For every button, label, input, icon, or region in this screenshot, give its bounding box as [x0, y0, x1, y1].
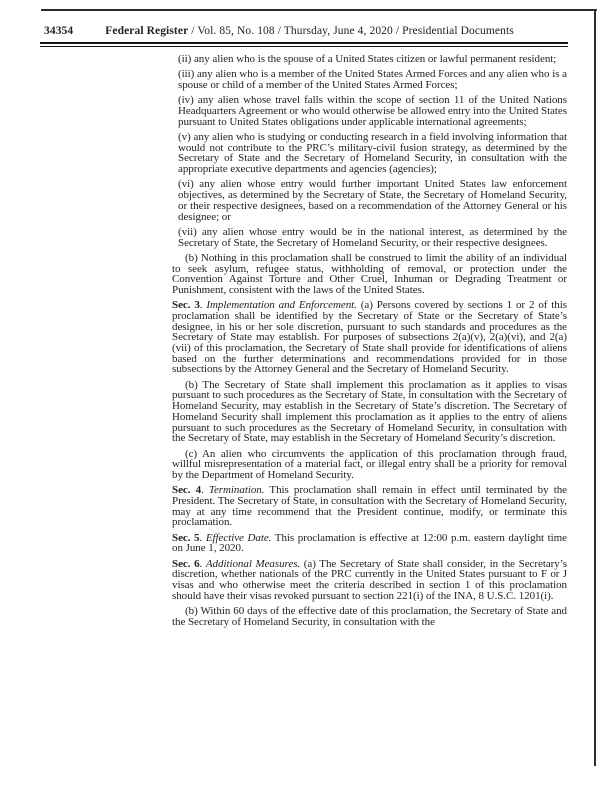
paragraph [172, 449, 567, 481]
text-segment: (iii) any alien who is a member of the United States Armed Forces and any alien who is a spouse or child of a member of the United States Armed Forces; [178, 68, 567, 91]
paragraph [172, 533, 567, 554]
paragraph [178, 132, 567, 175]
text-segment: Sec. 5 [172, 531, 200, 544]
text-segment: (c) An alien who circumvents the application of this proclamation through fraud, willful misrepresentation of a material fact, or illegal entry shall be a priority for removal by the Department of Homeland Security. [172, 447, 567, 481]
paragraph [178, 179, 567, 222]
volume-citation: / Vol. 85, No. 108 / Thursday, June 4, 2020 / Presidential Documents [188, 25, 514, 37]
text-segment: (vi) any alien whose entry would further important United States law enforcement objectives, as determined by the Secretary of State, the Secretary of Homeland Security, or their respective designees, based on a recommendation of the Attorney General or his designee; or [178, 178, 567, 223]
text-segment: Sec. 6 [172, 557, 200, 570]
paragraph [172, 380, 567, 444]
running-head [44, 25, 584, 37]
paragraph [172, 300, 567, 375]
text-segment: (vii) any alien whose entry would be in the national interest, as determined by the Secretary of State, the Secretary of Homeland Security, or their respective designees. [178, 225, 567, 249]
text-segment: Termination. [208, 484, 265, 497]
document-body [172, 54, 567, 632]
paragraph [172, 485, 567, 528]
publication-title: Federal Register [105, 25, 189, 37]
paragraph [172, 559, 567, 602]
text-segment: This proclamation is effective at 12:00 p.m. eastern daylight time on June 1, 2020. [172, 531, 568, 555]
page-top-rule [41, 9, 597, 11]
paragraph [172, 606, 567, 627]
text-segment: Sec. 3 [172, 299, 200, 312]
paragraph [178, 227, 567, 248]
text-segment: (v) any alien who is studying or conducting research in a field involving information that would not contribute to the PRC’s military-civil fusion strategy, as determined by the Secretary of State and the Secretary of Homeland Security, in consultation with the appropriate executive departments and agencies (agencies); [178, 131, 567, 176]
text-segment: Sec. 4 [172, 484, 202, 497]
text-segment: (b) Within 60 days of the effective date of this proclamation, the Secretary of State and the Secretary of Homeland Security, in consultation with the [172, 605, 567, 628]
text-segment: . [199, 557, 206, 570]
text-segment: . [199, 531, 206, 544]
text-segment: This proclamation shall remain in effect until terminated by the President. The Secretary of State, in consultation with the Secretary of Homeland Security, may at any time recommend that the President continue, modify, or terminate this proclamation. [172, 484, 568, 529]
page-right-rule [594, 9, 596, 766]
text-segment: Additional Measures. [205, 557, 301, 570]
text-segment: (b) Nothing in this proclamation shall be construed to limit the ability of an individual to seek asylum, refugee status, withholding of removal, or protection under the Convention Against Torture and Other Cruel, Inhuman or Degrading Treatment or Punishment, consistent with the laws of the United States. [172, 251, 567, 296]
text-segment: (ii) any alien who is the spouse of a United States citizen or lawful permanent resident; [178, 53, 557, 65]
text-segment: (iv) any alien whose travel falls within the scope of section 11 of the United Nations Headquarters Agreement or who would otherwise be allowed entry into the United States pursuant to United States obligations under applicable international agreements; [178, 94, 567, 128]
text-segment: (b) The Secretary of State shall implement this proclamation as it applies to visas pursuant to such procedures as the Secretary of State, in consultation with the Secretary of Homeland Security, may establish in the Secretary of State’s discretion. The Secretary of Homeland Security shall implement this proclamation as it applies to the entry of aliens pursuant to such procedures as the Secretary of Homeland Security, in consultation with the Secretary of State, may establish in the Secretary of Homeland Security’s discretion. [172, 378, 567, 445]
paragraph [178, 54, 567, 65]
text-segment: Effective Date. [205, 531, 272, 544]
text-segment: . [199, 299, 207, 312]
paragraph [178, 69, 567, 90]
header-double-rule [40, 42, 568, 47]
text-segment: . [201, 484, 209, 497]
page-number: 34354 [44, 25, 74, 37]
text-segment: Implementation and Enforcement. [206, 299, 357, 312]
text-segment: (a) Persons covered by sections 1 or 2 of this proclamation shall be identified by the Secretary of State or the Secretary of State’s designee, in his or her sole discretion, pursuant to such standards and procedures as the Secretary of State may establish. For purposes of subsections 2(a)(v), 2(a)(vi), and 2(a)(vii) of this proclamation, the Secretary of State shall provide for identifications of aliens based on the further determinations and recommendations provided for in those subsections by the Attorney General and the Secretary of Homeland Security. [172, 299, 567, 376]
paragraph [172, 253, 567, 296]
paragraph [178, 95, 567, 127]
text-segment: (a) The Secretary of State shall consider, in the Secretary’s discretion, whether nationals of the PRC currently in the United States pursuant to F or J visas and who otherwise meet the criteria described in section 1 of this proclamation should have their visas revoked pursuant to section 221(i) of the INA, 8 U.S.C. 1201(i). [172, 557, 567, 602]
